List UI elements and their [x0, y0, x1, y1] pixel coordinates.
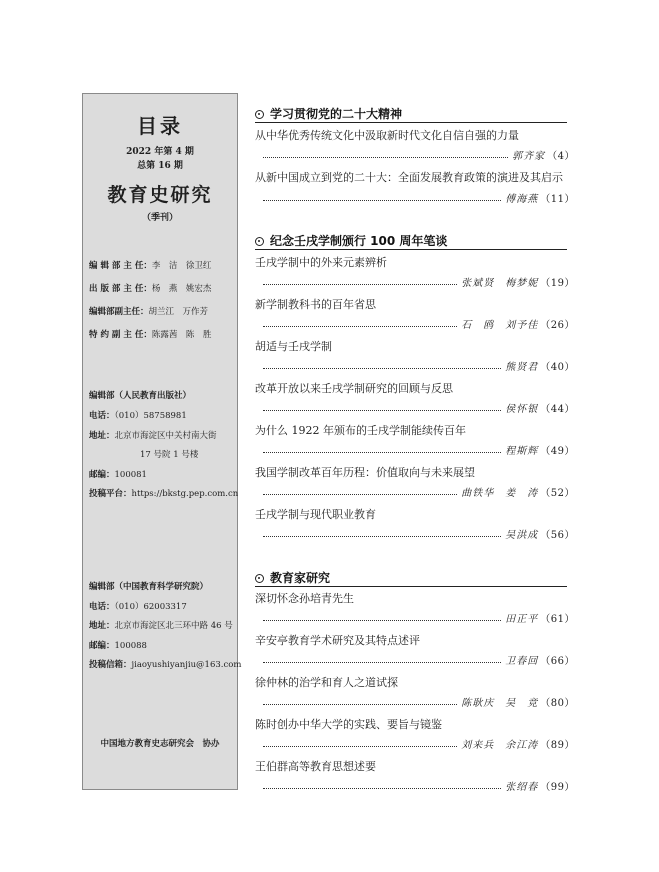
section-divider [255, 586, 567, 587]
article-title[interactable]: 从中华优秀传统文化中汲取新时代文化自信自强的力量 [255, 129, 519, 142]
journal-name: 教育史研究 [107, 184, 213, 206]
article-meta [255, 443, 575, 457]
article-meta [255, 401, 575, 415]
section-divider [255, 122, 567, 123]
editor-role: 特 约 副 主 任： [89, 330, 152, 340]
circle-bullet-icon [255, 237, 264, 246]
editor-role: 出 版 部 主 任： [89, 284, 152, 294]
article-authors: 张绍春 [505, 782, 539, 793]
article-page: （66） [540, 656, 575, 667]
dot-leader [263, 788, 501, 789]
circle-bullet-icon [255, 110, 264, 119]
article-meta [255, 485, 575, 499]
editor-line [89, 328, 211, 340]
masthead-sidebar [82, 93, 242, 790]
article-page: （52） [540, 488, 575, 499]
article-title[interactable]: 王伯群高等教育思想述要 [255, 760, 376, 773]
total-issue-number: 总第 16 期 [137, 161, 183, 171]
article-authors: 熊贤君 [505, 362, 539, 373]
article-title[interactable]: 改革开放以来壬戌学制研究的回顾与反思 [255, 382, 453, 395]
dot-leader [263, 494, 457, 495]
co-organizer: 中国地方教育史志研究会 协办 [100, 739, 220, 749]
dot-leader [263, 704, 457, 705]
article-title[interactable]: 陈时创办中华大学的实践、要旨与镜鉴 [255, 718, 442, 731]
article-authors: 陈耿庆 吴 竞 [461, 698, 539, 709]
dot-leader [263, 157, 508, 158]
contents-title: 目录 [137, 114, 183, 138]
article-authors: 程斯辉 [505, 446, 539, 457]
article-title[interactable]: 深切怀念孙培青先生 [255, 592, 354, 605]
article-meta [255, 695, 575, 709]
article-page: （26） [540, 320, 575, 331]
office-address: 地址：北京市海淀区中关村南大街 [89, 431, 217, 441]
article-meta [255, 527, 575, 541]
submission-platform: 投稿平台：https://bkstg.pep.com.cn [89, 489, 239, 499]
section-divider [255, 249, 567, 250]
office-address-line2: 17 号院 1 号楼 [140, 450, 199, 460]
article-page: （40） [540, 362, 575, 373]
article-page: （11） [540, 194, 575, 205]
circle-bullet-icon [255, 574, 264, 583]
article-meta [255, 653, 575, 667]
article-meta [255, 275, 575, 289]
editor-line [89, 282, 211, 294]
article-title[interactable]: 壬戌学制中的外来元素辨析 [255, 256, 387, 269]
article-meta [255, 359, 575, 373]
section-heading: 学习贯彻党的二十大精神 [255, 105, 575, 123]
dot-leader [263, 452, 501, 453]
article-authors: 侯怀银 [505, 404, 539, 415]
article-authors: 郭齐家 [512, 151, 546, 162]
office-address: 地址：北京市海淀区北三环中路 46 号 [89, 621, 233, 631]
dot-leader [263, 284, 457, 285]
article-page: （89） [540, 740, 575, 751]
editor-role: 编辑部副主任： [89, 307, 149, 317]
dot-leader [263, 536, 501, 537]
article-page: （61） [540, 614, 575, 625]
article-meta [255, 148, 575, 162]
article-title[interactable]: 我国学制改革百年历程：价值取向与未来展望 [255, 466, 475, 479]
dot-leader [263, 620, 501, 621]
office-phone: 电话：（010）62003317 [89, 602, 187, 612]
article-meta [255, 611, 575, 625]
article-page: （80） [540, 698, 575, 709]
dot-leader [263, 200, 501, 201]
article-authors: 曲铁华 姜 涛 [461, 488, 539, 499]
article-page: （99） [540, 782, 575, 793]
submission-platform-link[interactable]: https://bkstg.pep.com.cn [131, 489, 239, 499]
article-title[interactable]: 新学制教科书的百年省思 [255, 298, 376, 311]
editor-names: 胡兰江 万作芳 [148, 307, 209, 317]
article-title[interactable]: 为什么 1922 年颁布的壬戌学制能续传百年 [255, 424, 466, 437]
office-postcode: 邮编：100081 [89, 470, 147, 480]
article-title[interactable]: 辛安亭教育学术研究及其特点述评 [255, 634, 420, 647]
issue-number: 2022 年第 4 期 [126, 147, 194, 157]
section-heading: 教育家研究 [255, 569, 575, 587]
dot-leader [263, 326, 457, 327]
article-page: （19） [540, 278, 575, 289]
dot-leader [263, 746, 457, 747]
article-meta [255, 779, 575, 793]
article-authors: 傅海燕 [505, 194, 539, 205]
article-authors: 石 鸥 刘予佳 [461, 320, 539, 331]
editor-names: 陈露茜 陈 胜 [151, 330, 212, 340]
submission-email-link[interactable]: jiaoyushiyanjiu@163.com [131, 660, 242, 670]
submission-email: 投稿信箱：jiaoyushiyanjiu@163.com [89, 660, 242, 670]
article-meta [255, 317, 575, 331]
editor-line [89, 305, 208, 317]
office-name: 编辑部（人民教育出版社） [89, 391, 192, 401]
article-authors: 刘来兵 余江涛 [461, 740, 539, 751]
dot-leader [263, 368, 501, 369]
article-title[interactable]: 胡适与壬戌学制 [255, 340, 332, 353]
article-authors: 吴洪成 [505, 530, 539, 541]
article-authors: 卫春回 [505, 656, 539, 667]
publication-period: （季刊） [141, 213, 178, 223]
article-meta [255, 737, 575, 751]
article-title[interactable]: 壬戌学制与现代职业教育 [255, 508, 376, 521]
article-title[interactable]: 从新中国成立到党的二十大：全面发展教育政策的演进及其启示 [255, 171, 563, 184]
article-page: （49） [540, 446, 575, 457]
article-authors: 田正平 [505, 614, 539, 625]
dot-leader [263, 410, 501, 411]
editor-names: 杨 燕 姚宏杰 [151, 284, 212, 294]
article-page: （4） [547, 151, 575, 162]
office-postcode: 邮编：100088 [89, 641, 147, 651]
article-authors: 张斌贤 梅梦妮 [461, 278, 539, 289]
office-phone: 电话：（010）58758981 [89, 411, 187, 421]
article-page: （44） [540, 404, 575, 415]
section-heading: 纪念壬戌学制颁行 100 周年笔谈 [255, 232, 575, 250]
dot-leader [263, 662, 501, 663]
article-page: （56） [540, 530, 575, 541]
editor-line [89, 259, 211, 271]
article-meta [255, 191, 575, 205]
office-name: 编辑部（中国教育科学研究院） [89, 582, 209, 592]
editor-names: 李 洁 徐卫红 [151, 261, 212, 271]
article-title[interactable]: 徐仲林的治学和育人之道试探 [255, 676, 398, 689]
editor-role: 编 辑 部 主 任： [89, 261, 152, 271]
